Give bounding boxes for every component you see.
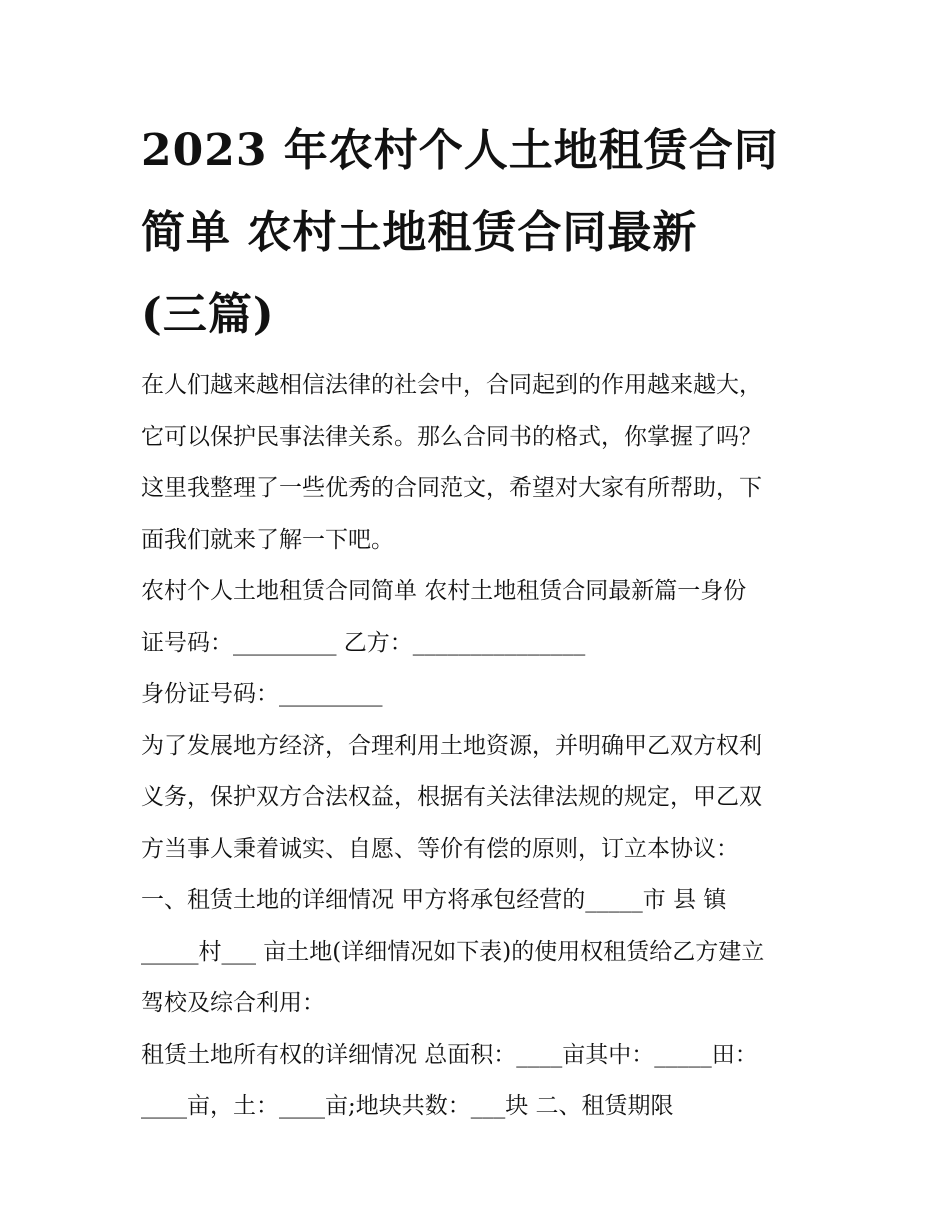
intro-paragraph: [141, 360, 821, 566]
text-line: 农村个人土地租赁合同简单 农村土地租赁合同最新篇一身份: [141, 578, 747, 604]
text-line: ____亩，土：____亩;地块共数：___块 二、租赁期限: [141, 1093, 674, 1119]
text-line: 这里我整理了一些优秀的合同范文，希望对大家有所帮助，下: [141, 475, 762, 501]
purpose-paragraph: [141, 721, 821, 876]
text-line: 它可以保护民事法律关系。那么合同书的格式，你掌握了吗？: [141, 423, 762, 450]
clause-one-paragraph: [141, 875, 821, 1030]
text-line: 面我们就来了解一下吧。: [141, 526, 394, 553]
document-page: [141, 110, 821, 1133]
id-number-paragraph: [141, 669, 821, 721]
text-line: 租赁土地所有权的详细情况 总面积：____亩其中：_____田：: [141, 1041, 758, 1068]
text-line: _____村___ 亩土地(详细情况如下表)的使用权租赁给乙方建立: [141, 938, 765, 965]
title-line: (三篇): [141, 289, 275, 340]
title-line: 2023 年农村个人土地租赁合同: [141, 125, 779, 176]
section-heading-paragraph: [141, 566, 821, 669]
text-line: 一、租赁土地的详细情况 甲方将承包经营的_____市 县 镇: [141, 887, 727, 913]
document-title: [141, 110, 821, 356]
title-line: 简单 农村土地租赁合同最新: [141, 207, 698, 258]
text-line: 身份证号码：_________: [141, 681, 383, 707]
text-line: 驾校及综合利用：: [141, 990, 325, 1016]
text-line: 义务，保护双方合法权益，根据有关法律法规的规定，甲乙双: [141, 784, 762, 810]
text-line: 为了发展地方经济，合理利用土地资源，并明确甲乙双方权利: [141, 732, 762, 759]
land-details-paragraph: [141, 1030, 821, 1133]
document-body: [141, 360, 821, 1133]
text-line: 在人们越来越相信法律的社会中，合同起到的作用越来越大，: [141, 372, 762, 398]
text-line: 证号码：_________ 乙方：_______________: [141, 629, 586, 656]
text-line: 方当事人秉着诚实、自愿、等价有偿的原则，订立本协议：: [141, 835, 739, 862]
